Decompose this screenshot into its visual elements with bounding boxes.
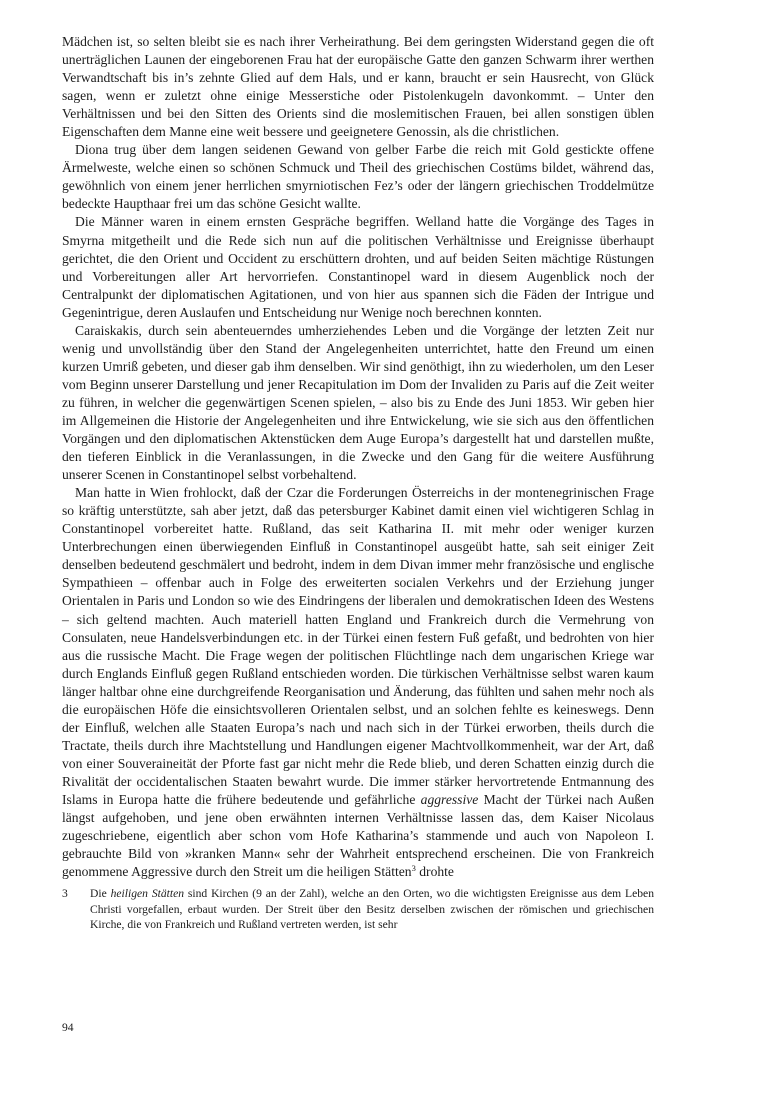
text-run: Macht der Türkei nach Außen längst aufgehoben, und jene oben erwähnten internen Verhältnisse lassen das, dem Kaiser Nicolaus zugeschriebene, eigentlich aber schon vom Hofe Katharina’s stammende und auch von Napoleon I. gebrauchte Bild von »kranken Mann« sehr der Wahrheit entsprechend erscheinen. Die von Frankreich genommene Aggressive durch den Streit um die heiligen Stätten	[62, 791, 654, 880]
italic-text: heiligen Stätten	[110, 887, 185, 901]
text-run: Caraiskakis, durch sein abenteuerndes umherziehendes Leben und die Vorgänge der letzten Zeit nur wenig und unvollständig über den Stand der Angelegenheiten unterrichtet, hatte den Freund um einen kurzen Umriß gebeten, und dieser gab ihm denselben. Wir sind genöthigt, ihn zu wiederholen, um den Leser vom Beginn unserer Darstellung und jener Recapitulation im Dom der Invaliden zu Paris auf die Zeit weiter zu führen, in welcher die gegenwärtigen Scenen spielen, – also bis zu Ende des Juni 1853. Wir geben hier im Allgemeinen die Historie der Angelegenheiten und ihre Entwickelung, wie sie sich aus den öffentlichen Vorgängen und den diplomatischen Aktenstücken dem Auge Europa’s dargestellt hat und darstellen mußte, den tieferen Einblick in die Veranlassungen, in die Zwecke und den Gang für die weitere Ausführung unserer Scenen in Constantinopel selbst vorbehaltend.	[62, 322, 654, 483]
footnotes	[62, 886, 654, 933]
footnote-number: 3	[62, 887, 68, 901]
text-run: Die	[90, 887, 111, 901]
paragraph	[62, 484, 654, 881]
footnote-text	[90, 886, 654, 933]
footnote	[62, 886, 654, 933]
text-run: Diona trug über dem langen seidenen Gewand von gelber Farbe die reich mit Gold gestickte offene Ärmelweste, welche einen so schönen Schmuck und Theil des griechischen Costüms bildet, während das, gewöhnlich von einem jener herrlichen smyrniotischen Fez’s oder der längern griechischen Troddelmütze bedeckte Haupthaar frei um das schöne Gesicht wallte.	[62, 142, 654, 212]
page-number: 94	[62, 1021, 74, 1034]
text-run: drohte	[415, 864, 454, 880]
text-run: Die Männer waren in einem ernsten Gespräche begriffen. Welland hatte die Vorgänge des Tages in Smyrna mitgetheilt und die Rede sich nun auf die politischen Verhältnisse und Ereignisse überhaupt gerichtet, die den Orient und Occident zu erschüttern drohten, und auf beiden Seiten mächtige Rüstungen und Vorbereitungen aller Art hervorriefen. Constantinopel ward in diesem Augenblick noch der Centralpunkt der diplomatischen Agitationen, und von hier aus spannen sich die Fäden der Intrigue und Gegenintrigue, deren Auslaufen und Entscheidung nur Wenige noch berechnen konnten.	[62, 214, 654, 320]
text-run: Mädchen ist, so selten bleibt sie es nach ihrer Verheirathung. Bei dem geringsten Widerstand gegen die oft unerträglichen Launen der eingeborenen Frau hat der europäische Gatte den ganzen Schwarm ihrer werthen Verwandtschaft bis in’s zehnte Glied auf dem Hals, und er kann, braucht er sein Hausrecht, von Glück sagen, wenn er zuletzt ohne einige Messerstiche oder Pistolenkugeln davonkommt. – Unter den Verhältnissen und bei den Sitten des Orients sind die moslemitischen Frauen, bei allen sonstigen üblen Eigenschaften dem Manne eine weit bessere und geeignetere Genossin, als die christlichen.	[62, 34, 654, 140]
paragraph	[62, 33, 654, 141]
paragraph	[62, 141, 654, 213]
paragraph	[62, 322, 654, 484]
footnote-ref: 3	[411, 863, 416, 874]
text-run: sind Kirchen (9 an der Zahl), welche an den Orten, wo die wichtigsten Ereignisse aus dem Leben Christi vorgefallen, erbaut wurden. Der Streit über den Besitz derselben zwischen der römischen und griechischen Kirche, die von Frankreich und Rußland vertreten werden, ist sehr	[90, 887, 654, 932]
italic-text: aggressive	[420, 791, 479, 807]
paragraph	[62, 213, 654, 321]
text-run: Man hatte in Wien frohlockt, daß der Czar die Forderungen Österreichs in der montenegrinischen Frage so kräftig unterstützte, sah aber jetzt, daß das petersburger Kabinet damit einen viel wichtigeren Schlag in Constantinopel vorbereitet hatte. Rußland, das seit Katharina II. mit mehr oder weniger kurzen Unterbrechungen einen überwiegenden Einfluß in Constantinopel ausgeübt hatte, sah seit einiger Zeit denselben bedeutend geschmälert und bedroht, indem in dem Divan immer mehr französische und englische Sympathieen – offenbar auch in Folge des erweiterten socialen Verkehrs und der Erziehung junger Orientalen in Paris und London so wie des Eindringens der liberalen und demokratischen Ideen des Westens – sich geltend machten. Auch materiell hatten England und Frankreich durch die Vermehrung von Consulaten, neue Handelsverbindungen etc. in der Türkei einen festern Fuß gefaßt, und bedrohten von hier aus die russische Macht. Die Frage wegen der politischen Flüchtlinge nach dem ungarischen Kriege war durch Englands Einfluß gegen Rußland entschieden worden. Die türkischen Verhältnisse selbst waren kaum länger haltbar ohne eine durchgreifende Reorganisation und Änderung, das fühlten und sahen mehr noch als die europäischen Höfe die einsichtsvolleren Orientalen selbst, und an solchen fehlte es keineswegs. Denn der Einfluß, welchen alle Staaten Europa’s nach und nach sich in der Türkei erworben, theils durch die Tractate, theils durch ihre Machtstellung und Handlungen eigener Machtvollkommenheit, war der Art, daß von einer Souveraineität der Pforte fast gar nicht mehr die Rede blieb, und deren Schatten einzig durch die Rivalität der occidentalischen Staaten bewahrt wurde. Die immer stärker hervortretende Entmannung des Islams in Europa hatte die frühere bedeutende und gefährliche	[62, 485, 654, 807]
main-text	[62, 33, 654, 881]
book-page	[62, 33, 654, 933]
